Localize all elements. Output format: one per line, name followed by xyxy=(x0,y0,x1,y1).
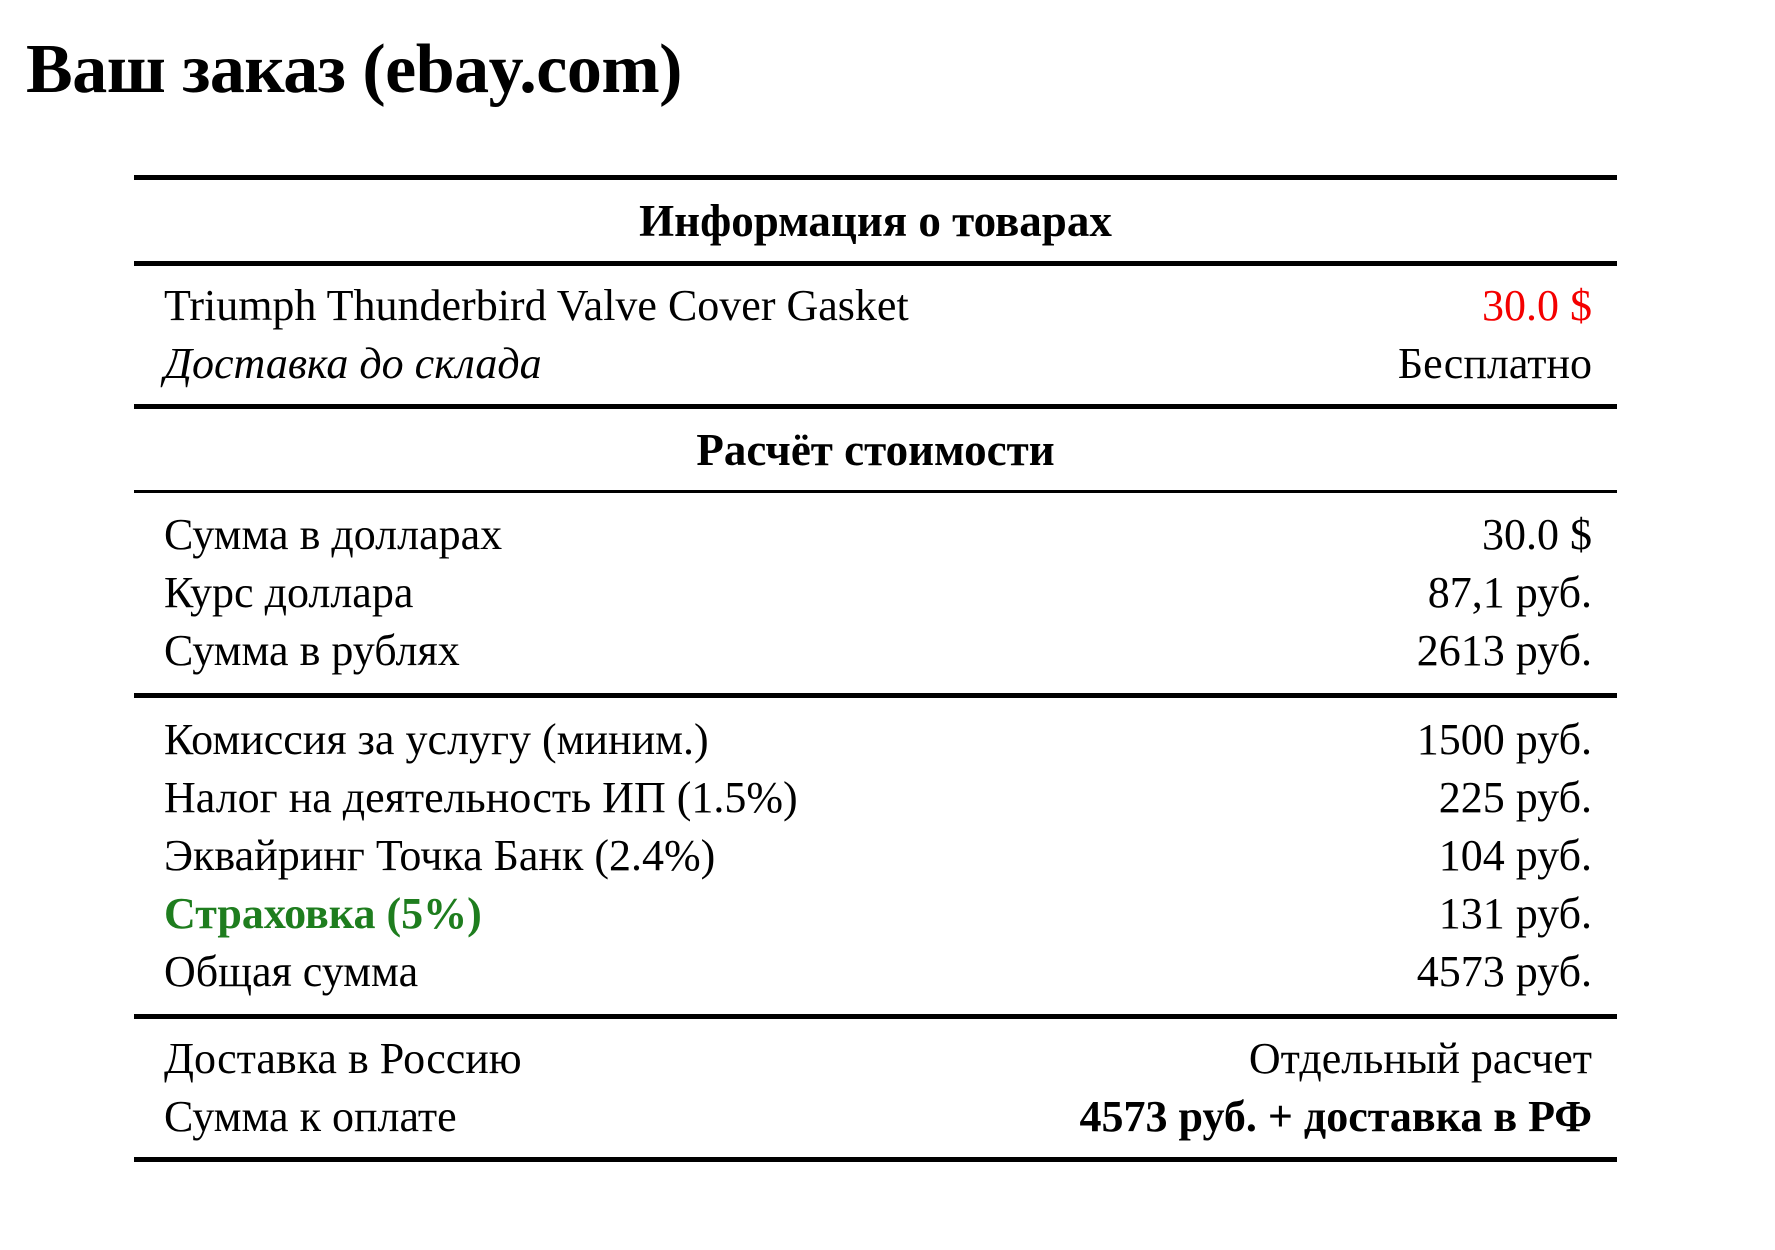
insurance-value: 131 руб. xyxy=(1438,888,1592,938)
row-acquiring xyxy=(134,827,1617,885)
subtotal-value: 4573 руб. xyxy=(1416,946,1592,996)
usd-rate-label: Курс доллара xyxy=(164,567,414,617)
row-insurance xyxy=(134,885,1617,943)
insurance-label: Страховка (5%) xyxy=(164,888,482,938)
rub-amount-label: Сумма в рублях xyxy=(164,625,460,675)
rub-amount-value: 2613 руб. xyxy=(1416,625,1592,675)
acquiring-label: Эквайринг Точка Банк (2.4%) xyxy=(164,830,716,880)
totals-row-group xyxy=(134,1019,1617,1157)
tax-label: Налог на деятельность ИП (1.5%) xyxy=(164,772,798,822)
total-payable-label: Сумма к оплате xyxy=(164,1091,457,1141)
warehouse-delivery-value: Бесплатно xyxy=(1397,338,1592,388)
row-service-fee xyxy=(134,711,1617,769)
russia-delivery-value: Отдельный расчет xyxy=(1248,1033,1592,1083)
row-subtotal xyxy=(134,943,1617,1001)
row-russia-delivery xyxy=(134,1030,1617,1088)
row-tax xyxy=(134,769,1617,827)
usd-rate-value: 87,1 руб. xyxy=(1427,567,1592,617)
product-row-warehouse-delivery xyxy=(134,335,1617,393)
service-fee-value: 1500 руб. xyxy=(1416,714,1592,764)
page-title: Ваш заказ (ebay.com) xyxy=(26,31,682,108)
row-usd-amount xyxy=(134,506,1617,564)
acquiring-value: 104 руб. xyxy=(1438,830,1592,880)
product-price-usd: 30.0 $ xyxy=(1482,280,1592,330)
row-usd-rate xyxy=(134,564,1617,622)
usd-amount-value: 30.0 $ xyxy=(1482,509,1592,559)
product-name: Triumph Thunderbird Valve Cover Gasket xyxy=(164,280,909,330)
usd-amount-label: Сумма в долларах xyxy=(164,509,503,559)
order-table xyxy=(134,175,1617,1162)
section-header-products: Информация о товарах xyxy=(639,195,1112,246)
total-payable-value: 4573 руб. + доставка в РФ xyxy=(1079,1091,1592,1141)
products-row-group xyxy=(134,266,1617,404)
service-fee-label: Комиссия за услугу (миним.) xyxy=(164,714,709,764)
calc-row-group xyxy=(134,493,1617,693)
section-header-calc: Расчёт стоимости xyxy=(696,424,1055,475)
tax-value: 225 руб. xyxy=(1438,772,1592,822)
subtotal-label: Общая сумма xyxy=(164,946,419,996)
row-rub-amount xyxy=(134,622,1617,680)
row-total-payable xyxy=(134,1088,1617,1146)
warehouse-delivery-label: Доставка до склада xyxy=(164,338,542,388)
product-row-item xyxy=(134,277,1617,335)
fees-row-group xyxy=(134,698,1617,1014)
divider-bottom xyxy=(134,1157,1617,1162)
russia-delivery-label: Доставка в Россию xyxy=(164,1033,522,1083)
